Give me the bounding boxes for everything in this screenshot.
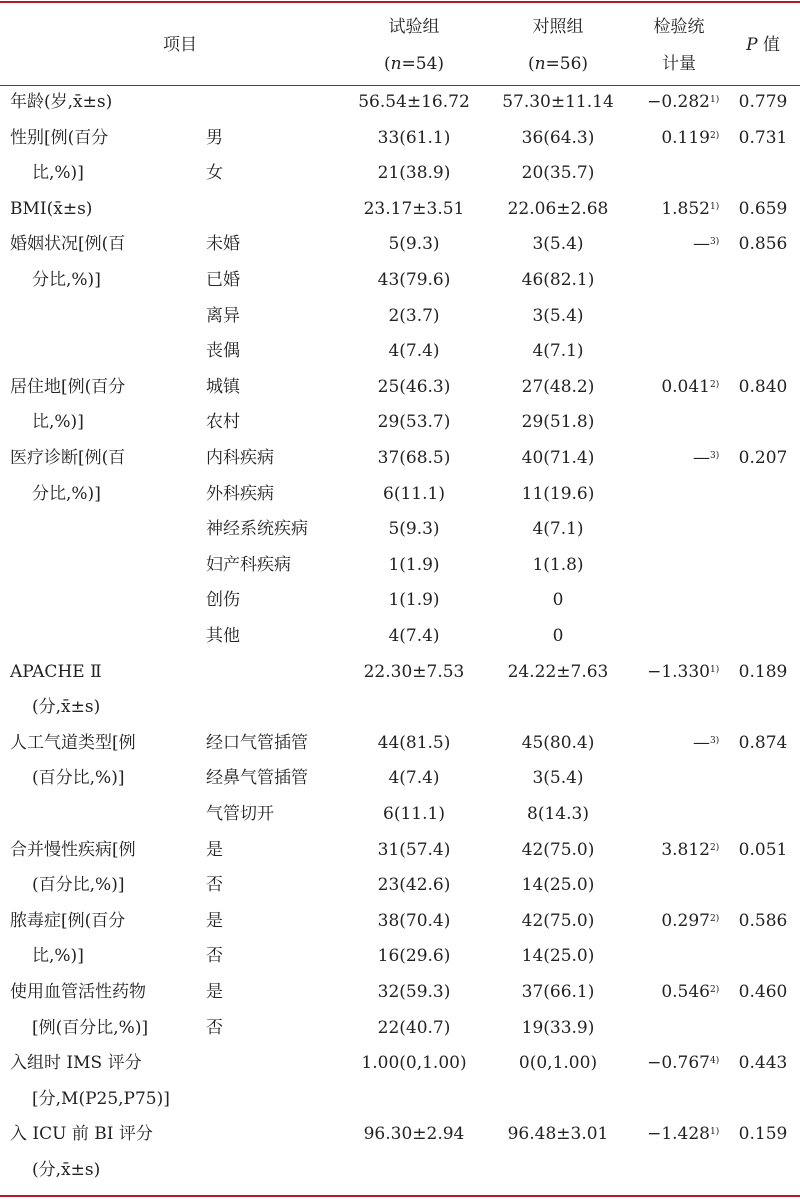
- row-exp-value: 1(1.9): [388, 590, 440, 611]
- table-row: [0, 156, 800, 192]
- table-row: [0, 1117, 800, 1153]
- row-exp-value: 56.54±16.72: [358, 92, 470, 112]
- row-item: 人工气道类型[例: [10, 732, 136, 753]
- row-stat-value: −0.767: [647, 1053, 710, 1074]
- table-row: [0, 477, 800, 513]
- row-ctl-value: 4(7.1): [532, 341, 584, 362]
- header-stat-line2: 计量: [662, 54, 696, 74]
- row-stat-footnote: 4): [710, 1056, 720, 1067]
- row-item: 脓毒症[例(百分: [10, 910, 126, 931]
- row-item: [例(百分比,%)]: [32, 1017, 149, 1038]
- row-stat-footnote: 2): [710, 842, 720, 853]
- row-stat-value: 0.041: [661, 376, 710, 397]
- row-exp-value: 23(42.6): [377, 875, 451, 896]
- row-subcategory: 创伤: [206, 590, 240, 611]
- table-row: [0, 441, 800, 477]
- row-stat-footnote: 3): [710, 237, 720, 248]
- row-ctl-value: 3(5.4): [532, 305, 584, 326]
- row-exp-value: 21(38.9): [377, 163, 451, 184]
- row-ctl-value: 42(75.0): [521, 910, 595, 931]
- table-row: [0, 904, 800, 940]
- row-exp-value: 31(57.4): [377, 839, 451, 860]
- row-ctl-value: 36(64.3): [521, 127, 595, 148]
- table-top-rule: [0, 1, 800, 3]
- row-exp-value: 33(61.1): [377, 127, 451, 148]
- row-stat-value: 0.546: [661, 982, 710, 1002]
- table-row: [0, 85, 800, 121]
- table-row: [0, 1153, 800, 1189]
- table-row: [0, 583, 800, 619]
- row-ctl-value: 8(14.3): [527, 804, 589, 824]
- table-row: [0, 121, 800, 157]
- row-stat-value: 1.852: [661, 198, 710, 219]
- row-subcategory: 男: [206, 127, 223, 148]
- row-ctl-value: 14(25.0): [521, 875, 595, 896]
- row-subcategory: 内科疾病: [206, 448, 274, 468]
- header-exp-n: (n=54): [383, 54, 445, 74]
- row-exp-value: 22.30±7.53: [363, 661, 465, 682]
- header-ctl-name: 对照组: [532, 17, 584, 37]
- row-item: 入组时 IMS 评分: [10, 1053, 142, 1074]
- row-p-value: 0.159: [738, 1124, 788, 1145]
- row-item: 医疗诊断[例(百: [10, 448, 126, 468]
- row-item: 入 ICU 前 BI 评分: [10, 1124, 153, 1145]
- row-exp-value: 6(11.1): [383, 483, 445, 504]
- row-item: 比,%)]: [32, 412, 84, 433]
- row-exp-value: 2(3.7): [388, 305, 440, 326]
- row-ctl-value: 4(7.1): [532, 519, 584, 540]
- row-exp-value: 5(9.3): [388, 519, 440, 540]
- row-subcategory: 农村: [206, 412, 240, 433]
- row-item: (百分比,%)]: [32, 768, 125, 789]
- row-subcategory: 气管切开: [206, 804, 274, 824]
- row-ctl-value: 20(35.7): [521, 163, 595, 184]
- row-stat-footnote: 2): [710, 379, 720, 390]
- row-ctl-value: 96.48±3.01: [507, 1124, 609, 1145]
- row-subcategory: 未婚: [206, 234, 240, 255]
- row-ctl-value: 0: [552, 590, 564, 611]
- table-row: [0, 1046, 800, 1082]
- table-row: [0, 797, 800, 833]
- table-row: [0, 227, 800, 263]
- table-bottom-rule: [0, 1195, 800, 1197]
- row-item: 分比,%)]: [32, 270, 101, 290]
- row-subcategory: 是: [206, 982, 223, 1002]
- row-subcategory: 其他: [206, 626, 240, 646]
- row-item: BMI(x̄±s): [10, 198, 93, 219]
- row-ctl-value: 42(75.0): [521, 839, 595, 860]
- row-exp-value: 44(81.5): [377, 732, 451, 753]
- row-subcategory: 离异: [206, 305, 240, 326]
- row-p-value: 0.731: [738, 127, 788, 148]
- row-subcategory: 是: [206, 910, 223, 931]
- row-subcategory: 外科疾病: [206, 483, 274, 504]
- table-row: [0, 1082, 800, 1118]
- row-exp-value: 5(9.3): [388, 234, 440, 255]
- row-p-value: 0.874: [738, 732, 788, 753]
- row-stat-value: —: [693, 448, 710, 468]
- row-p-value: 0.207: [738, 448, 788, 468]
- row-ctl-value: 11(19.6): [521, 483, 595, 504]
- row-exp-value: 29(53.7): [377, 412, 451, 433]
- row-item: 比,%)]: [32, 163, 84, 184]
- row-item: [分,M(P25,P75)]: [32, 1088, 170, 1109]
- row-exp-value: 6(11.1): [383, 804, 445, 824]
- row-ctl-value: 29(51.8): [521, 412, 595, 433]
- row-stat-value: 0.297: [661, 910, 710, 931]
- row-subcategory: 是: [206, 839, 223, 860]
- row-exp-value: 4(7.4): [388, 626, 440, 646]
- row-subcategory: 经口气管插管: [206, 732, 308, 753]
- row-exp-value: 4(7.4): [388, 768, 440, 789]
- row-exp-value: 1.00(0,1.00): [361, 1053, 467, 1074]
- row-subcategory: 女: [206, 163, 223, 184]
- row-ctl-value: 46(82.1): [521, 270, 595, 290]
- row-item: 分比,%)]: [32, 483, 101, 504]
- header-ctl-n: (n=56): [527, 54, 589, 74]
- row-item: 婚姻状况[例(百: [10, 234, 126, 255]
- row-stat-footnote: 2): [710, 985, 720, 995]
- table-row: [0, 975, 800, 1011]
- header-exp-name: 试验组: [388, 17, 440, 37]
- row-subcategory: 否: [206, 1017, 223, 1038]
- row-ctl-value: 3(5.4): [532, 768, 584, 789]
- row-subcategory: 神经系统疾病: [206, 519, 308, 540]
- row-item: 性别[例(百分: [10, 127, 109, 148]
- row-ctl-value: 3(5.4): [532, 234, 584, 255]
- row-ctl-value: 0(0,1.00): [518, 1053, 598, 1074]
- row-item: APACHE Ⅱ: [10, 661, 102, 682]
- row-item: (百分比,%)]: [32, 875, 125, 896]
- row-p-value: 0.460: [738, 982, 788, 1002]
- row-subcategory: 否: [206, 946, 223, 967]
- row-subcategory: 妇产科疾病: [206, 554, 291, 575]
- row-ctl-value: 19(33.9): [521, 1017, 595, 1038]
- row-stat-value: −1.428: [647, 1124, 710, 1145]
- table-row: [0, 655, 800, 691]
- row-ctl-value: 40(71.4): [521, 448, 595, 468]
- row-stat-footnote: 2): [710, 130, 720, 141]
- header-stat-line1: 检验统: [653, 17, 705, 37]
- row-item: 使用血管活性药物: [10, 982, 146, 1002]
- row-stat-footnote: 1): [710, 201, 720, 212]
- row-exp-value: 38(70.4): [377, 910, 451, 931]
- row-exp-value: 1(1.9): [388, 554, 440, 575]
- row-stat-value: —: [693, 732, 710, 753]
- row-item: (分,x̄±s): [32, 1160, 101, 1180]
- row-exp-value: 22(40.7): [377, 1017, 451, 1038]
- row-exp-value: 96.30±2.94: [363, 1124, 465, 1145]
- row-p-value: 0.189: [738, 661, 788, 682]
- row-ctl-value: 45(80.4): [521, 732, 595, 753]
- table-row: [0, 1011, 800, 1047]
- table-row: [0, 619, 800, 655]
- table-row: [0, 833, 800, 869]
- table-row: [0, 868, 800, 904]
- row-exp-value: 43(79.6): [377, 270, 451, 290]
- table-row: [0, 299, 800, 335]
- row-subcategory: 丧偶: [206, 341, 240, 362]
- table-row: [0, 370, 800, 406]
- row-stat-footnote: 1): [710, 664, 720, 675]
- row-exp-value: 16(29.6): [377, 946, 451, 967]
- row-stat-footnote: 1): [710, 1127, 720, 1138]
- row-stat-footnote: 2): [710, 913, 720, 924]
- row-ctl-value: 22.06±2.68: [507, 198, 609, 219]
- table-row: [0, 512, 800, 548]
- row-exp-value: 25(46.3): [377, 376, 451, 397]
- row-ctl-value: 14(25.0): [521, 946, 595, 967]
- row-stat-value: −0.282: [647, 92, 710, 112]
- row-exp-value: 37(68.5): [377, 448, 451, 468]
- row-exp-value: 23.17±3.51: [363, 198, 465, 219]
- row-ctl-value: 24.22±7.63: [507, 661, 609, 682]
- table-row: [0, 690, 800, 726]
- row-item: 居住地[例(百分: [10, 376, 126, 397]
- row-p-value: 0.051: [738, 839, 788, 860]
- table-row: [0, 192, 800, 228]
- row-item: 年龄(岁,x̄±s): [10, 92, 113, 112]
- row-p-value: 0.659: [738, 198, 788, 219]
- table-row: [0, 939, 800, 975]
- row-ctl-value: 1(1.8): [532, 554, 584, 575]
- row-subcategory: 城镇: [206, 376, 240, 397]
- row-ctl-value: 0: [552, 626, 564, 646]
- table-row: [0, 761, 800, 797]
- row-exp-value: 32(59.3): [377, 982, 451, 1002]
- row-item: 比,%)]: [32, 946, 84, 967]
- row-subcategory: 经鼻气管插管: [206, 768, 308, 789]
- row-stat-value: 3.812: [661, 839, 710, 860]
- row-item: 合并慢性疾病[例: [10, 839, 136, 860]
- row-ctl-value: 27(48.2): [521, 376, 595, 397]
- row-p-value: 0.443: [738, 1053, 788, 1074]
- table-row: [0, 405, 800, 441]
- row-p-value: 0.586: [738, 910, 788, 931]
- header-item: 项目: [163, 35, 197, 55]
- row-stat-value: 0.119: [661, 127, 710, 148]
- row-stat-footnote: 3): [710, 735, 720, 746]
- row-p-value: 0.840: [738, 376, 788, 397]
- table-row: [0, 726, 800, 762]
- table-row: [0, 548, 800, 584]
- row-ctl-value: 37(66.1): [521, 982, 595, 1002]
- row-stat-footnote: 1): [710, 95, 720, 105]
- table-row: [0, 263, 800, 299]
- header-p: P 值: [746, 35, 780, 55]
- row-ctl-value: 57.30±11.14: [502, 92, 614, 112]
- row-item: (分,x̄±s): [32, 697, 101, 718]
- row-stat-value: —: [693, 234, 710, 255]
- row-exp-value: 4(7.4): [388, 341, 440, 362]
- table-row: [0, 334, 800, 370]
- row-p-value: 0.779: [738, 92, 788, 112]
- row-stat-footnote: 3): [710, 451, 720, 461]
- row-stat-value: −1.330: [647, 661, 710, 682]
- row-subcategory: 否: [206, 875, 223, 896]
- row-subcategory: 已婚: [206, 270, 240, 290]
- row-p-value: 0.856: [738, 234, 788, 255]
